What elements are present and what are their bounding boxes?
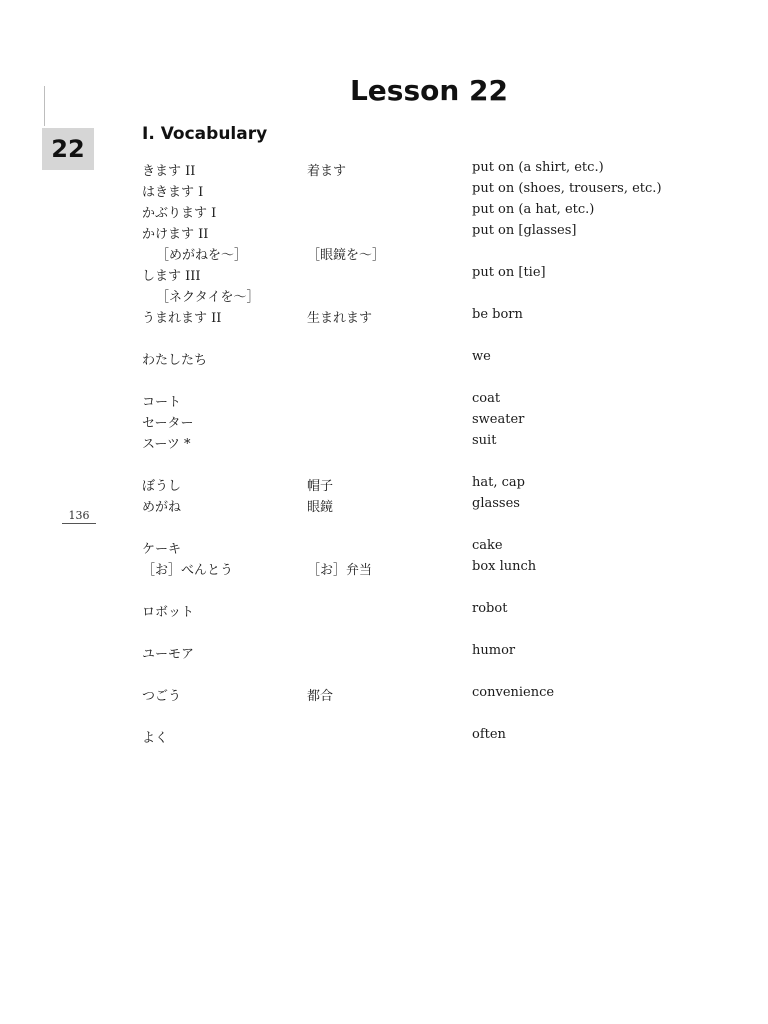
- vocab-meaning: box lunch: [472, 559, 537, 574]
- vocab-row: [0, 536, 768, 557]
- vocab-reading: ［ネクタイを～］: [156, 290, 260, 305]
- vocab-row: [0, 179, 768, 200]
- lesson-number-badge: 22: [42, 128, 94, 170]
- vocab-row: [0, 284, 768, 305]
- vocab-kanji: 眼鏡: [307, 500, 334, 515]
- vocabulary-list: [0, 158, 768, 746]
- vocab-row: [0, 557, 768, 578]
- vocab-meaning: be born: [472, 307, 523, 322]
- vocab-meaning: robot: [472, 601, 508, 616]
- vocab-row: [0, 242, 768, 263]
- vocab-meaning: put on (shoes, trousers, etc.): [472, 181, 662, 196]
- vocab-kanji: ［眼鏡を～］: [307, 248, 386, 263]
- vocab-reading: します III: [142, 269, 201, 284]
- vocab-reading: ケーキ: [142, 542, 182, 557]
- vocab-meaning: convenience: [472, 685, 555, 700]
- vocab-meaning: hat, cap: [472, 475, 525, 490]
- section-heading: I. Vocabulary: [142, 124, 268, 144]
- vocab-meaning: glasses: [472, 496, 520, 511]
- vocab-meaning: cake: [472, 538, 503, 553]
- vocab-reading: スーツ *: [142, 437, 191, 452]
- vocab-row: [0, 410, 768, 431]
- vocab-meaning: often: [472, 727, 506, 742]
- vocab-meaning: sweater: [472, 412, 525, 427]
- vocab-row: [0, 389, 768, 410]
- vocab-reading: ぼうし: [142, 479, 182, 494]
- vocab-reading: セーター: [142, 416, 194, 431]
- vocab-kanji: 着ます: [307, 164, 347, 179]
- vocab-meaning: coat: [472, 391, 501, 406]
- vocab-row: [0, 221, 768, 242]
- vocab-row: [0, 641, 768, 662]
- vocab-kanji: 生まれます: [307, 311, 373, 326]
- page-title: Lesson 22: [349, 74, 509, 107]
- vocab-reading: めがね: [142, 500, 182, 515]
- vocab-row: [0, 347, 768, 368]
- vocab-row: [0, 473, 768, 494]
- vocab-kanji: ［お］弁当: [307, 563, 373, 578]
- vocab-reading: ユーモア: [142, 647, 195, 662]
- vocab-meaning: humor: [472, 643, 516, 658]
- vocab-row: [0, 200, 768, 221]
- vocab-meaning: put on [tie]: [472, 265, 546, 280]
- vocab-meaning: put on (a hat, etc.): [472, 202, 595, 217]
- vocab-reading: よく: [142, 731, 169, 746]
- vocab-kanji: 都合: [307, 689, 334, 704]
- page-number: 136: [62, 509, 96, 524]
- vocab-kanji: 帽子: [307, 479, 334, 494]
- vocab-reading: ［めがねを～］: [156, 248, 248, 263]
- vocab-meaning: put on [glasses]: [472, 223, 577, 238]
- vocab-row: [0, 494, 768, 515]
- vocab-reading: きます II: [142, 164, 196, 179]
- vocab-row: [0, 599, 768, 620]
- vocab-row: [0, 158, 768, 179]
- vocab-reading: かけます II: [142, 227, 209, 242]
- vocab-reading: つごう: [142, 689, 182, 704]
- vocab-meaning: put on (a shirt, etc.): [472, 160, 604, 175]
- vocab-reading: かぶります I: [142, 206, 217, 221]
- vocab-row: [0, 725, 768, 746]
- vocab-reading: うまれます II: [142, 311, 222, 326]
- vocab-reading: ［お］べんとう: [142, 563, 234, 578]
- vocab-reading: コート: [142, 395, 182, 410]
- vocab-reading: わたしたち: [142, 353, 208, 368]
- vocab-meaning: we: [472, 349, 491, 364]
- vocab-row: [0, 305, 768, 326]
- vocab-row: [0, 431, 768, 452]
- vocab-reading: はきます I: [142, 185, 204, 200]
- vocab-meaning: suit: [472, 433, 497, 448]
- vocab-row: [0, 263, 768, 284]
- vocab-reading: ロボット: [142, 605, 195, 620]
- vocab-row: [0, 683, 768, 704]
